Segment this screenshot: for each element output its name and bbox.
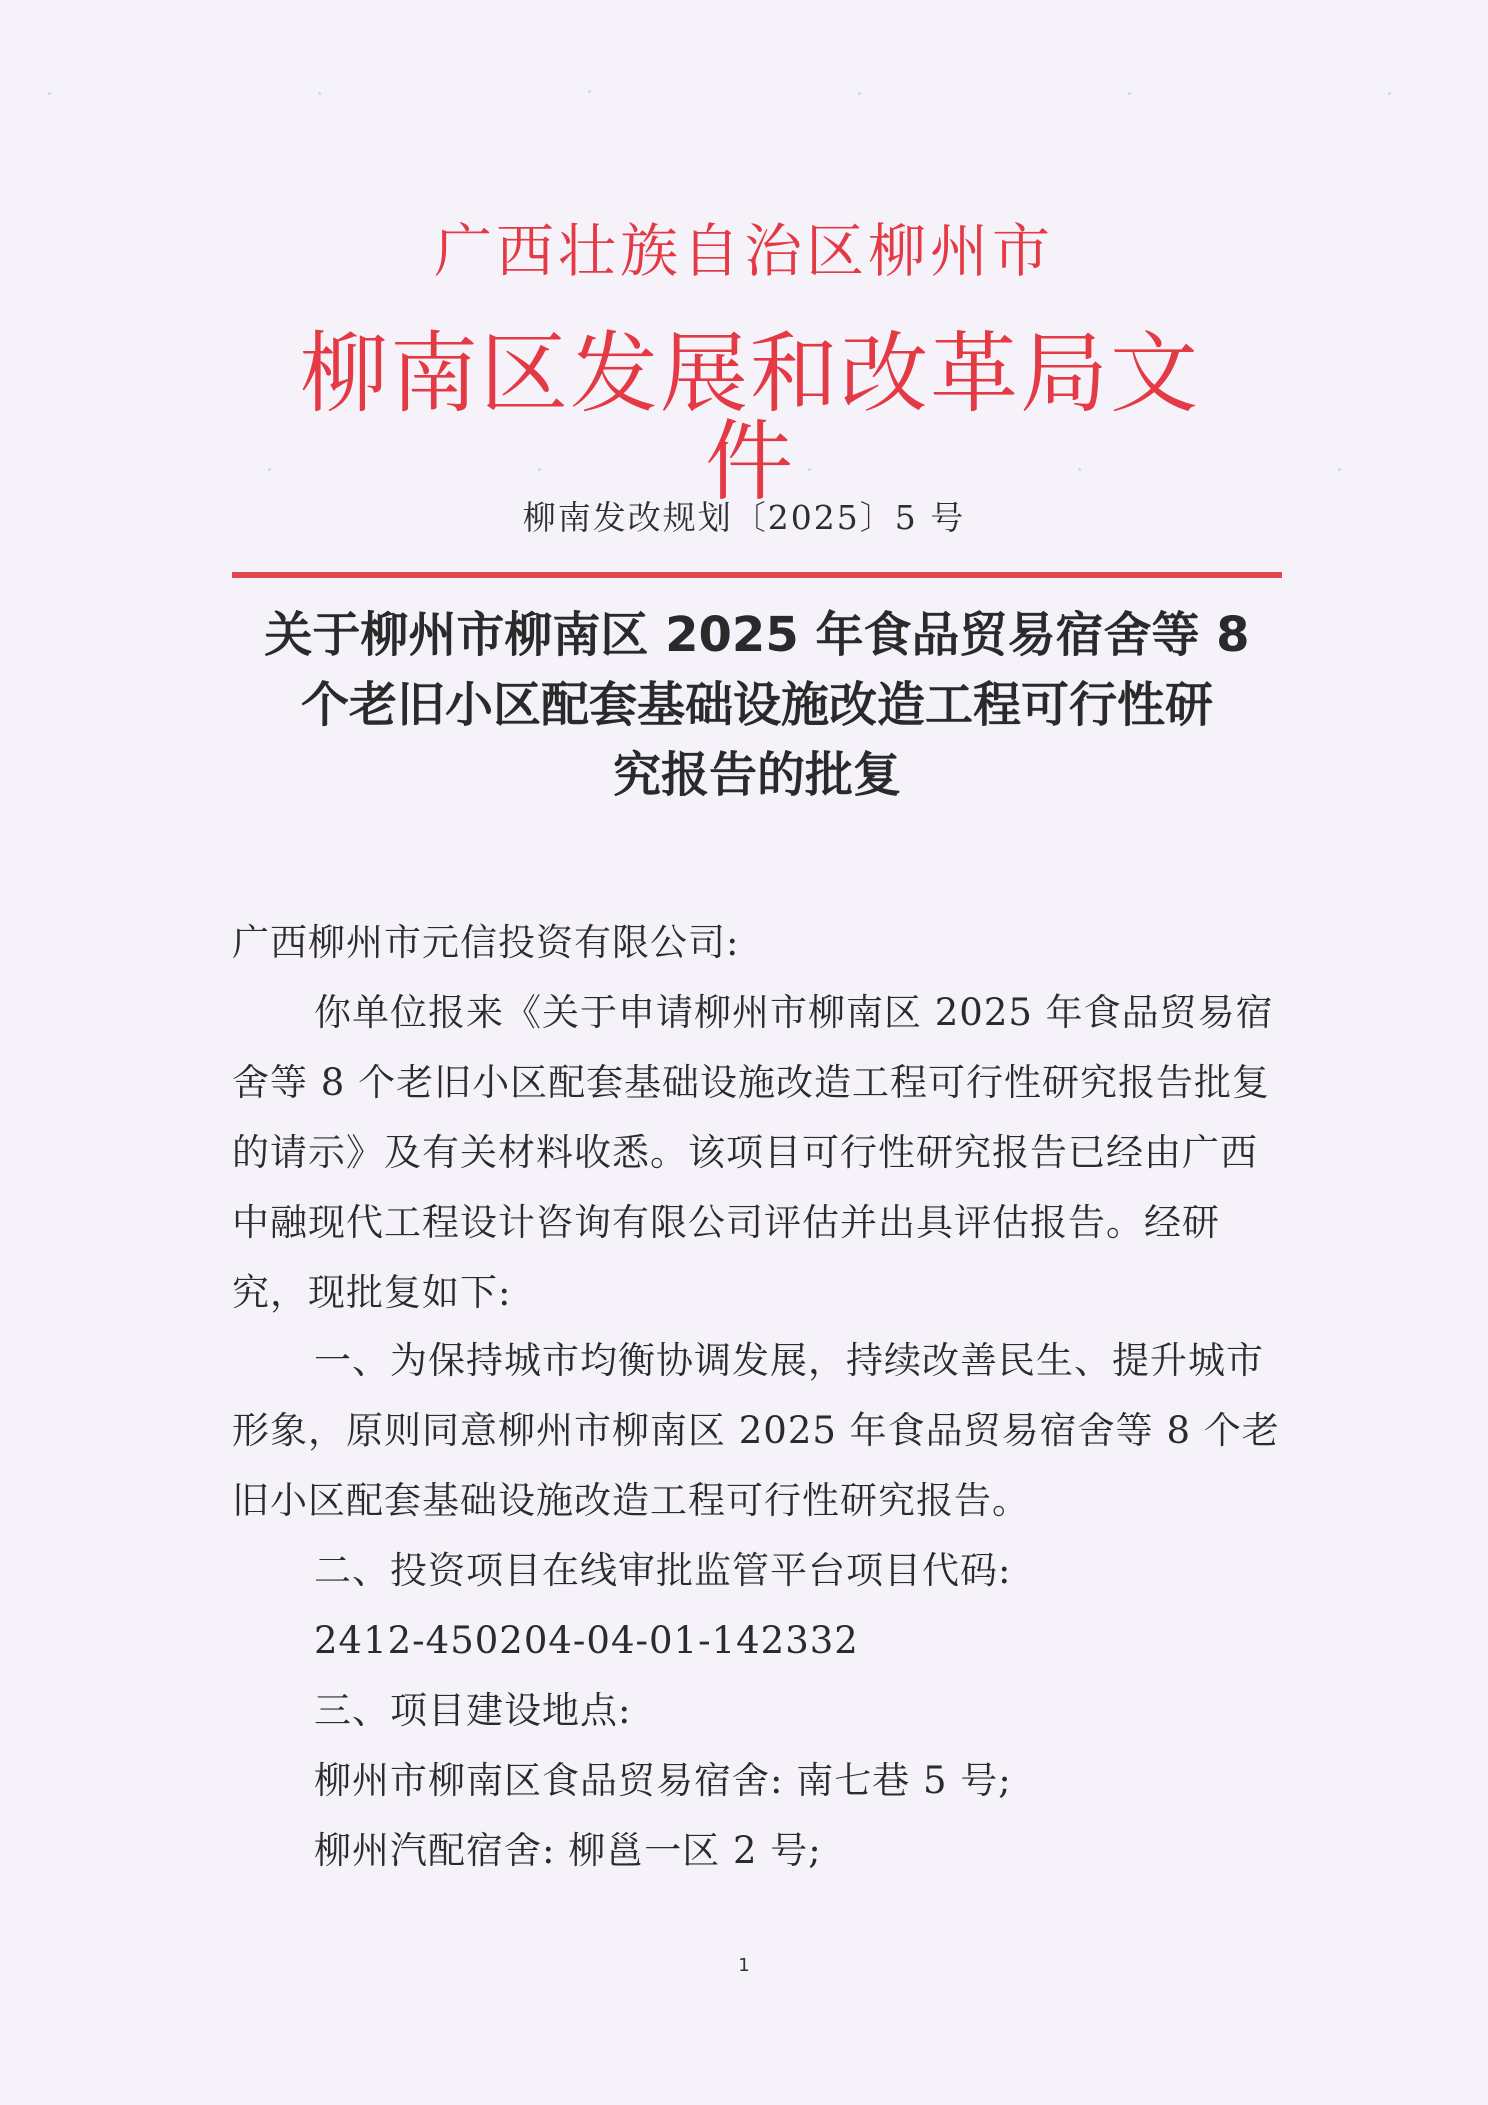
paragraph-item-1: 一、为保持城市均衡协调发展，持续改善民生、提升城市形象，原则同意柳州市柳南区 2025 年食品贸易宿舍等 8 个老旧小区配套基础设施改造工程可行性研究报告。 [232, 1339, 1280, 1522]
scan-speck [858, 92, 861, 95]
scan-speck [268, 468, 271, 471]
paragraph-item-2: 二、投资项目在线审批监管平台项目代码: [314, 1549, 1012, 1592]
scan-speck [318, 92, 321, 95]
paragraph-intro: 你单位报来《关于申请柳州市柳南区 2025 年食品贸易宿舍等 8 个老旧小区配套基础设施改造工程可行性研究报告批复的请示》及有关材料收悉。该项目可行性研究报告已经由广西中融现代工程设计咨询有限公司评估并出具评估报告。经研究，现批复如下: [232, 991, 1274, 1314]
scan-speck [588, 90, 591, 93]
location-line-2: 柳州汽配宿舍: 柳邕一区 2 号; [314, 1829, 822, 1872]
document-number: 柳南发改规划〔2025〕5 号 [522, 498, 966, 537]
red-divider-line [232, 572, 1282, 578]
location-line-1: 柳州市柳南区食品贸易宿舍: 南七巷 5 号; [314, 1759, 1012, 1802]
paragraph-item-3: 三、项目建设地点: [314, 1689, 632, 1732]
page-number: 1 [738, 1955, 750, 1976]
addressee: 广西柳州市元信投资有限公司: [232, 921, 740, 964]
title-line-2: 个老旧小区配套基础设施改造工程可行性研 [300, 677, 1213, 733]
scan-speck [1128, 92, 1131, 95]
title-line-1: 关于柳州市柳南区 2025 年食品贸易宿舍等 8 [264, 607, 1250, 663]
scan-speck [48, 92, 51, 95]
project-code: 2412-450204-04-01-142332 [314, 1619, 859, 1662]
document-title [232, 600, 1282, 810]
scan-speck [1338, 468, 1341, 471]
issuing-agency-heading: 柳南区发展和改革局文件 [300, 322, 1201, 513]
title-line-3: 究报告的批复 [612, 747, 901, 803]
issuing-region-heading: 广西壮族自治区柳州市 [433, 217, 1054, 285]
scan-speck [1388, 92, 1391, 95]
